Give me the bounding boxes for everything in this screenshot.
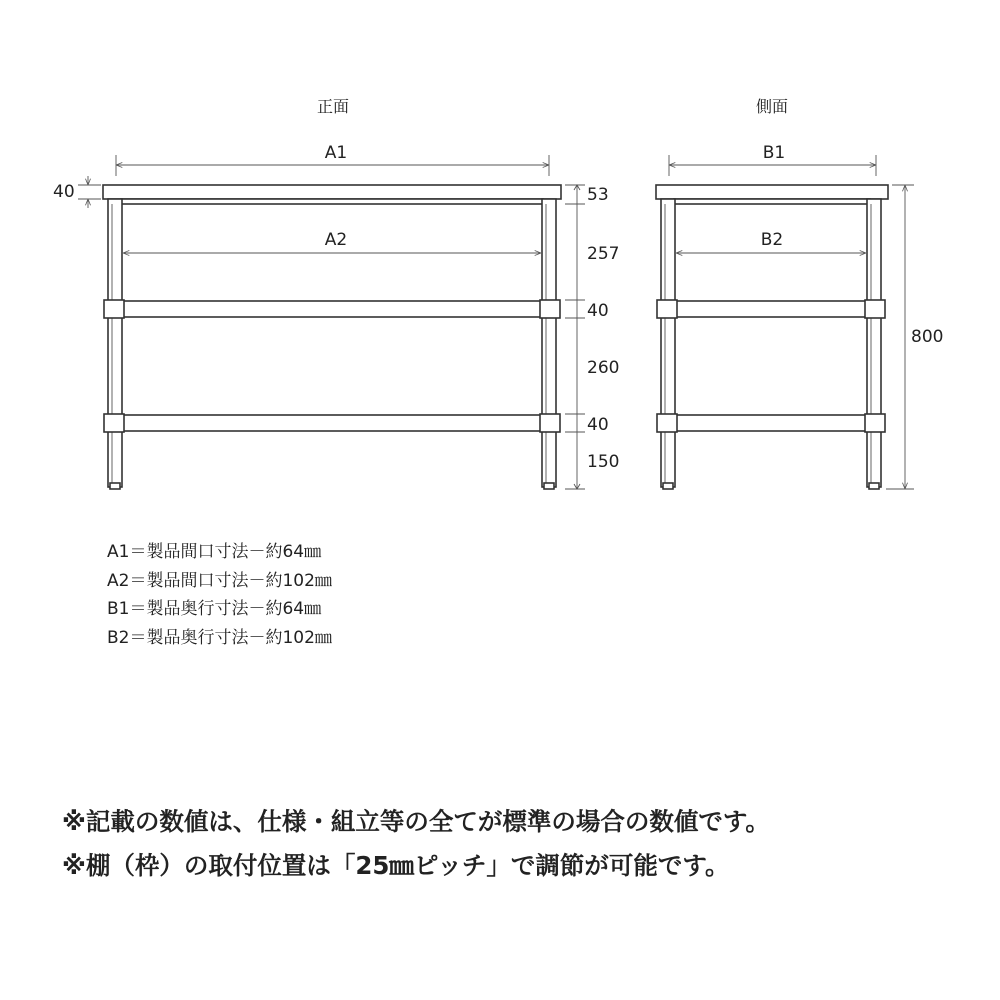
- dim-shelf1-label: 40: [587, 301, 609, 321]
- dim-top-height-label: 53: [587, 185, 609, 205]
- side-leg-right: [867, 199, 881, 487]
- front-tabletop-rim: [121, 199, 543, 204]
- dim-leg-label: 150: [587, 452, 620, 472]
- dim-upper-gap-label: 257: [587, 244, 620, 264]
- legend-item-a1: A1＝製品間口寸法－約64㎜: [107, 542, 322, 562]
- front-shelf-upper: [122, 301, 542, 317]
- front-tabletop: [103, 185, 561, 199]
- front-foot-right: [544, 483, 554, 489]
- dim-a1: [116, 143, 549, 176]
- side-view-title: 側面: [755, 97, 789, 116]
- side-leg-left: [661, 199, 675, 487]
- dim-b1: [669, 143, 876, 176]
- dimension-legend: [107, 538, 332, 652]
- side-shelf-lower: [675, 415, 867, 431]
- front-shelf-lower-clamp-right: [540, 414, 560, 432]
- side-foot-left: [663, 483, 673, 489]
- side-view: [656, 97, 943, 489]
- front-shelf-lower: [122, 415, 542, 431]
- dim-total-height: [886, 185, 943, 489]
- front-shelf-upper-clamp-left: [104, 300, 124, 318]
- note-standard-values: ※記載の数値は、仕様・組立等の全てが標準の場合の数値です。: [62, 807, 770, 836]
- dim-top-thickness-label: 40: [53, 182, 75, 202]
- dim-lower-gap-label: 260: [587, 358, 620, 378]
- dim-a2: [123, 230, 541, 253]
- legend-item-b2: B2＝製品奥行寸法－約102㎜: [107, 627, 332, 648]
- dim-top-thickness: [53, 176, 101, 208]
- front-foot-left: [110, 483, 120, 489]
- dim-b2-label: B2: [760, 230, 784, 250]
- side-tabletop-rim: [674, 199, 870, 204]
- side-shelf-upper: [675, 301, 867, 317]
- side-shelf-upper-clamp-right: [865, 300, 885, 318]
- notes: [62, 800, 770, 888]
- dim-shelf2-label: 40: [587, 415, 609, 435]
- side-tabletop: [656, 185, 888, 199]
- dim-total-height-label: 800: [911, 327, 944, 347]
- front-view-title: 正面: [316, 97, 350, 116]
- dim-a1-label: A1: [324, 143, 348, 163]
- side-shelf-upper-clamp-left: [657, 300, 677, 318]
- front-shelf-upper-clamp-right: [540, 300, 560, 318]
- side-shelf-lower-clamp-left: [657, 414, 677, 432]
- front-leg-right: [542, 199, 556, 487]
- legend-item-b1: B1＝製品奥行寸法－約64㎜: [107, 599, 322, 619]
- dim-b2: [676, 230, 866, 253]
- side-shelf-lower-clamp-right: [865, 414, 885, 432]
- note-shelf-pitch: ※棚（枠）の取付位置は「25㎜ピッチ」で調節が可能です。: [62, 851, 730, 880]
- front-view: [53, 97, 619, 489]
- dim-b1-label: B1: [762, 143, 786, 163]
- dim-height-stack: [565, 185, 619, 489]
- side-foot-right: [869, 483, 879, 489]
- front-leg-left: [108, 199, 122, 487]
- legend-item-a2: A2＝製品間口寸法－約102㎜: [107, 570, 332, 591]
- front-shelf-lower-clamp-left: [104, 414, 124, 432]
- dim-a2-label: A2: [324, 230, 348, 250]
